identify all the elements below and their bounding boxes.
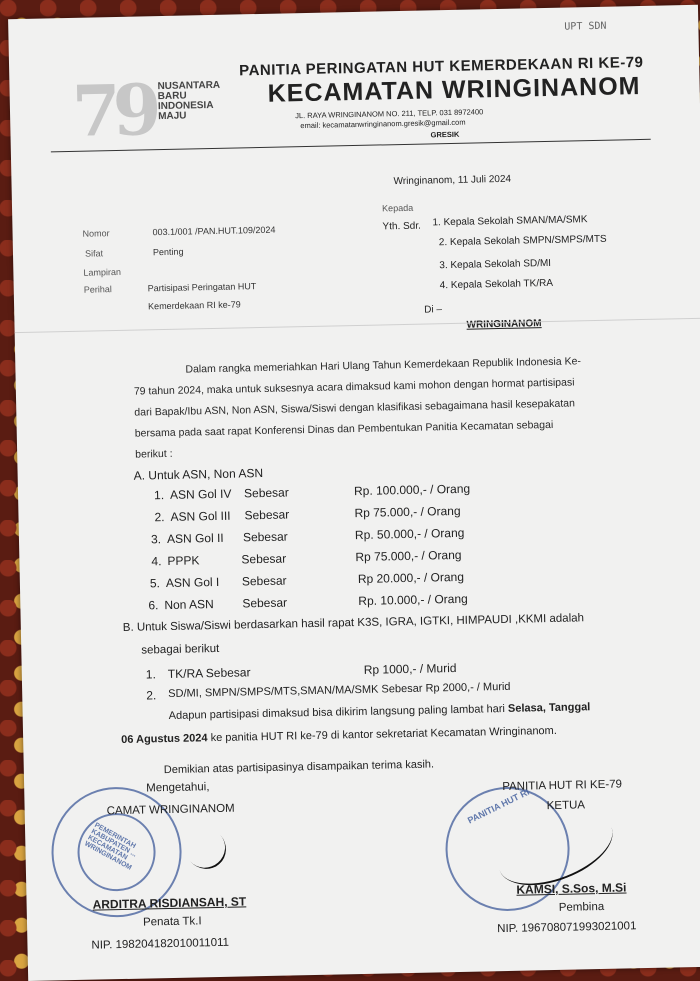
asn-amount: Rp. 10.000,- / Orang	[358, 591, 468, 609]
asn-word: Sebesar	[242, 529, 288, 545]
right-signer-rank: Pembina	[558, 900, 605, 914]
recipient-item: 4. Kepala Sekolah TK/RA	[439, 277, 554, 292]
asn-amount: Rp 75.000,- / Orang	[354, 503, 461, 521]
field-value: Penting	[152, 246, 184, 258]
body-line: berikut :	[135, 447, 173, 461]
asn-name: Non ASN	[164, 597, 214, 613]
right-signer-name: KAMSI, S.Sos, M.Si	[516, 880, 627, 897]
letter-paper	[8, 5, 700, 981]
asn-name: ASN Gol III	[170, 508, 231, 524]
field-label: Perihal	[83, 284, 112, 295]
asn-no: 5.	[149, 576, 161, 591]
deadline-line	[169, 701, 591, 722]
asn-no: 1.	[153, 488, 165, 503]
asn-amount: Rp 75.000,- / Orang	[355, 547, 462, 565]
section-a-heading: A. Untuk ASN, Non ASN	[133, 465, 264, 483]
field-label: Lampiran	[83, 266, 122, 278]
recipient-item: 2. Kepala Sekolah SMPN/SMPS/MTS	[438, 233, 607, 249]
body-line: dari Bapak/Ibu ASN, Non ASN, Siswa/Siswi dengan klasifikasi sebagaimana hasil kesepakatan	[134, 397, 576, 419]
body-line: Dalam rangka memeriahkan Hari Ulang Tahun Kemerdekaan Republik Indonesia Ke-	[185, 355, 582, 376]
destination: WRINGINANOM	[466, 318, 542, 331]
student-no: 2.	[146, 688, 157, 703]
right-org: PANITIA HUT RI KE-79	[502, 778, 623, 794]
asn-no: 3.	[150, 532, 162, 547]
field-value: Partisipasi Peringatan HUT	[147, 281, 257, 294]
asn-word: Sebesar	[241, 573, 287, 589]
student-amount: Rp 1000,- / Murid	[363, 660, 457, 677]
stamp-right-text: PANITIA HUT RI	[465, 786, 531, 826]
letterhead-committee: PANITIA PERINGATAN HUT KEMERDEKAAN RI KE-79	[239, 53, 644, 80]
stamp-left-text: PEMERINTAH KABUPATEN ... KECAMATAN WRINGINANOM	[83, 821, 138, 872]
paper-fold	[15, 318, 700, 333]
logo-line: MAJU	[158, 110, 187, 123]
handwritten-note: UPT SDN	[564, 20, 607, 33]
place-date: Wringinanom, 11 Juli 2024	[393, 173, 512, 188]
body-line: 79 tahun 2024, maka untuk suksesnya acara dimaksud kami mohon dengan hormat partisipasi	[133, 376, 575, 398]
field-value: 003.1/001 /PAN.HUT.109/2024	[152, 224, 276, 238]
letterhead-district: KECAMATAN WRINGINANOM	[267, 71, 641, 108]
deadline-line-2	[121, 725, 557, 746]
right-signer-nip: NIP. 196708071993021001	[497, 920, 637, 936]
logo-line: NUSANTARA	[157, 79, 221, 93]
letterhead-email: email: kecamatanwringinanom.gresik@gmail.com	[300, 117, 466, 131]
recipient-item: 3. Kepala Sekolah SD/MI	[439, 257, 552, 272]
asn-amount: Rp. 100.000,- / Orang	[353, 481, 471, 499]
asn-amount: Rp. 50.000,- / Orang	[354, 525, 465, 543]
student-text: TK/RA Sebesar	[167, 665, 251, 682]
field-label: Sifat	[84, 248, 104, 259]
letterhead-city: GRESIK	[430, 129, 460, 140]
deadline-rest: ke panitia HUT RI ke-79 di kantor sekretariat Kecamatan Wringinanom.	[207, 724, 557, 745]
hut-79-logo: 79	[71, 68, 155, 153]
section-b-sub: sebagai berikut	[141, 642, 220, 657]
section-b-heading: B. Untuk Siswa/Siswi berdasarkan hasil rapat K3S, IGRA, IGTKI, HIMPAUDI ,KKMI adalah	[122, 612, 585, 634]
asn-name: ASN Gol I	[165, 574, 220, 591]
letterhead-address: JL. RAYA WRINGINANOM NO. 211, TELP. 031 8972400	[295, 107, 484, 121]
student-text: SD/MI, SMPN/SMPS/MTS,SMAN/MA/SMK Sebesar Rp 2000,- / Murid	[168, 680, 511, 701]
asn-name: PPPK	[167, 553, 200, 569]
field-value: Kemerdekaan RI ke-79	[148, 299, 241, 312]
acknowledged-label: Mengetahui,	[146, 781, 210, 795]
left-signer-name: ARDITRA RISDIANSAH, ST	[92, 894, 247, 912]
asn-no: 4.	[151, 554, 162, 569]
left-signer-nip: NIP. 198204182010011011	[91, 936, 230, 952]
left-signer-rank: Penata Tk.I	[142, 915, 202, 929]
to-label: Kepada	[382, 202, 414, 214]
asn-name: ASN Gol II	[166, 530, 224, 547]
asn-no: 6.	[148, 598, 159, 613]
asn-word: Sebesar	[242, 595, 288, 611]
di-label: Di –	[424, 304, 443, 316]
logo-line: INDONESIA	[157, 99, 214, 113]
asn-word: Sebesar	[243, 485, 289, 501]
deadline-text: Adapun partisipasi dimaksud bisa dikirim langsung paling lambat hari	[168, 702, 509, 723]
yth-label: Yth. Sdr.	[382, 220, 421, 233]
logo-line: BARU	[157, 90, 187, 103]
body-line: bersama pada saat rapat Konferensi Dinas dan Pembentukan Panitia Kecamatan sebagai	[134, 418, 554, 440]
deadline-date: 06 Agustus 2024	[121, 732, 208, 747]
logo-tagline	[157, 81, 220, 122]
recipient-item: 1. Kepala Sekolah SMAN/MA/SMK	[432, 214, 588, 229]
student-no: 1.	[145, 667, 156, 682]
left-signer-title: CAMAT WRINGINANOM	[106, 802, 235, 818]
asn-word: Sebesar	[244, 507, 290, 523]
closing-text: Demikian atas partisipasinya disampaikan terima kasih.	[163, 758, 435, 777]
right-signer-title: KETUA	[546, 799, 586, 813]
asn-word: Sebesar	[241, 551, 287, 567]
asn-amount: Rp 20.000,- / Orang	[357, 569, 465, 587]
asn-name: ASN Gol IV	[169, 486, 232, 502]
asn-no: 2.	[154, 510, 165, 525]
deadline-day: Selasa, Tanggal	[507, 701, 591, 715]
field-label: Nomor	[82, 228, 110, 239]
signature-left	[177, 819, 235, 877]
